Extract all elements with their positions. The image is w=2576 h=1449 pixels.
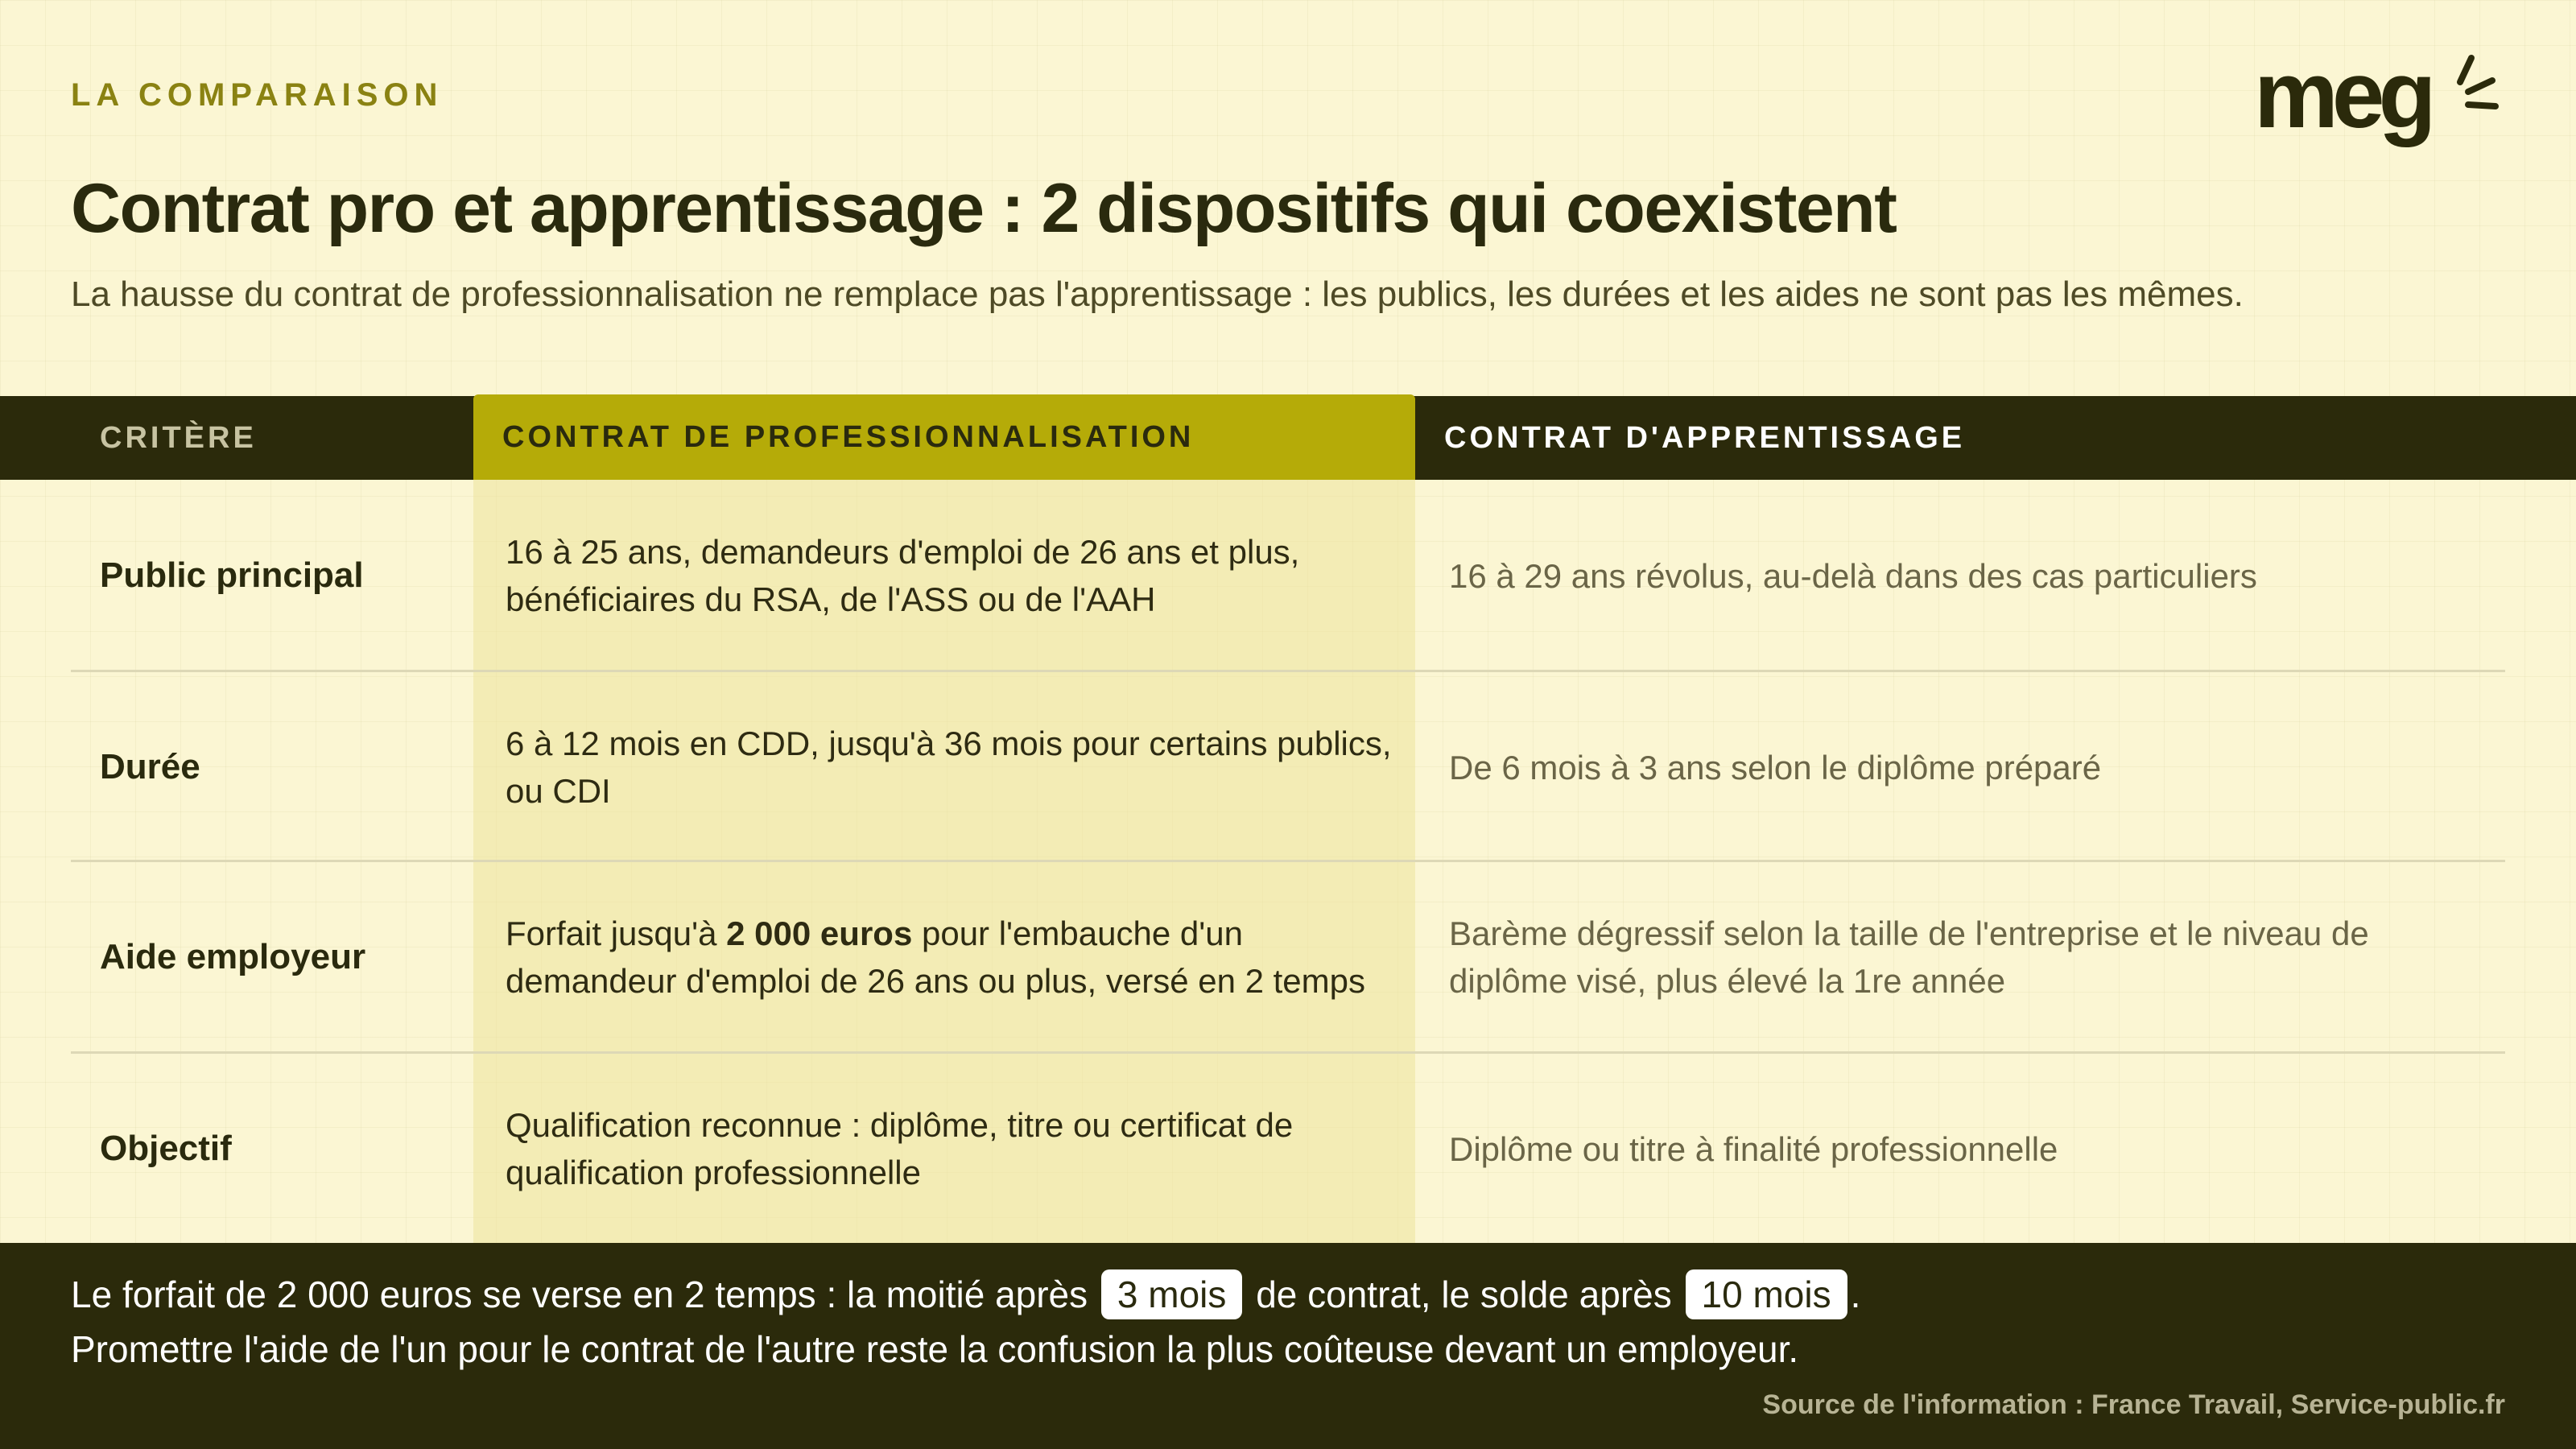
footer-text-b: de contrat, le solde après [1256,1274,1672,1315]
pro-text-before: Forfait jusqu'à [506,914,727,952]
footer-text-c: . [1850,1274,1861,1315]
pro-cell [506,480,1399,671]
footer-note [71,1267,2486,1377]
duration-pill: 3 mois [1101,1269,1242,1319]
table-row [71,480,2505,671]
pro-amount: 2 000 euros [726,914,913,952]
table-row [71,861,2505,1053]
meg-logo-icon [2254,40,2512,161]
criterion-cell: Aide employeur [100,937,366,976]
table-row [71,671,2505,863]
eyebrow-label: LA COMPARAISON [71,77,444,113]
pro-cell [506,1053,1399,1245]
header-criterion: CRITÈRE [100,420,257,455]
apprentissage-text: 16 à 29 ans révolus, au-delà dans des cas particuliers [1449,556,2257,595]
page-subtitle: La hausse du contrat de professionnalisation ne remplace pas l'apprentissage : les publics, les durées et les aides ne sont pas les mêmes. [71,275,2244,314]
duration-pill: 10 mois [1686,1269,1847,1319]
header-contrat-pro: CONTRAT DE PROFESSIONNALISATION [473,394,1415,480]
criterion-cell: Durée [100,747,200,786]
pro-cell [506,671,1399,863]
footer-line-1 [71,1267,2486,1322]
apprentissage-cell [1449,671,2463,863]
apprentissage-text: De 6 mois à 3 ans selon le diplôme préparé [1449,748,2102,786]
pro-cell [506,861,1399,1053]
pro-text: 6 à 12 mois en CDD, jusqu'à 36 mois pour certains publics, ou CDI [506,724,1392,810]
table-row [71,1053,2505,1245]
meg-logo [2254,40,2512,161]
apprentissage-cell [1449,1053,2463,1245]
footer-line-2: Promettre l'aide de l'un pour le contrat de l'autre reste la confusion la plus coûteuse devant un employeur. [71,1328,1799,1370]
footer-text-a: Le forfait de 2 000 euros se verse en 2 temps : la moitié après [71,1274,1088,1315]
source-credit: Source de l'information : France Travail, Service-public.fr [1762,1389,2505,1420]
logo-text: meg [2254,42,2430,148]
page-title: Contrat pro et apprentissage : 2 dispositifs qui coexistent [71,170,1897,247]
criterion-cell: Public principal [100,555,364,595]
apprentissage-text: Diplôme ou titre à finalité professionnelle [1449,1129,2058,1168]
table-header [0,396,2576,480]
apprentissage-cell [1449,480,2463,671]
pro-text-after: pour l'embauche d'un demandeur d'emploi de 26 ans ou plus, versé en 2 temps [506,914,1366,1000]
apprentissage-text: Barème dégressif selon la taille de l'entreprise et le niveau de diplôme visé, plus élevé la 1re année [1449,914,2369,1000]
footer-banner [0,1243,2576,1449]
header-contrat-apprentissage: CONTRAT D'APPRENTISSAGE [1444,420,1966,455]
pro-text [506,910,1399,1005]
criterion-cell: Objectif [100,1129,232,1168]
pro-text: 16 à 25 ans, demandeurs d'emploi de 26 ans et plus, bénéficiaires du RSA, de l'ASS ou de l'AAH [506,533,1300,618]
pro-text: Qualification reconnue : diplôme, titre ou certificat de qualification professionnelle [506,1106,1294,1191]
apprentissage-cell [1449,861,2463,1053]
